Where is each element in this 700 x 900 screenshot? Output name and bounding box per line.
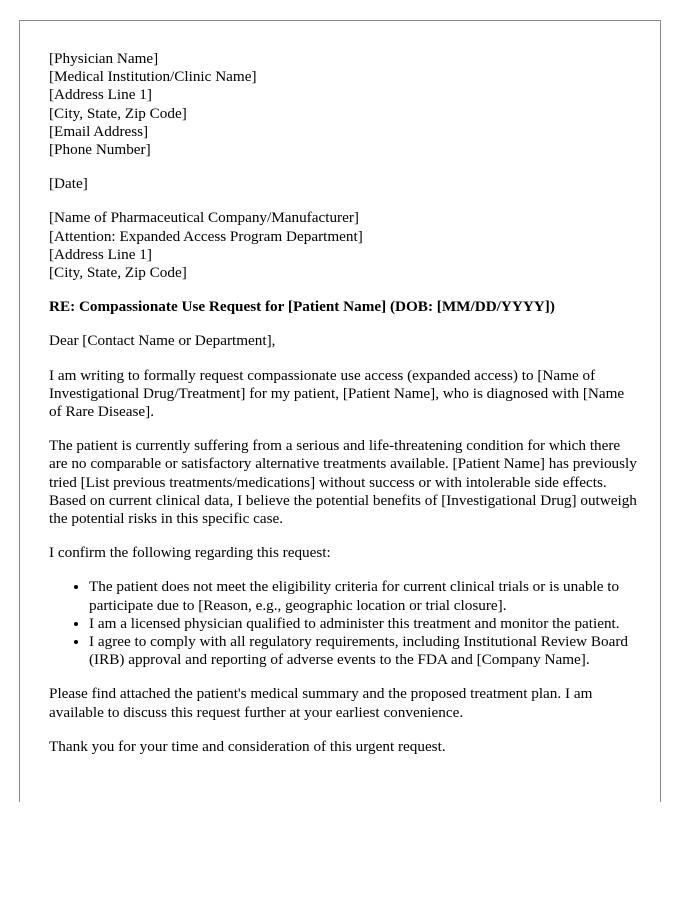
sender-city-state-zip: [City, State, Zip Code] — [49, 104, 187, 122]
paragraph-thanks: Thank you for your time and consideration of this urgent request. — [49, 737, 446, 755]
sender-address-line-1: [Address Line 1] — [49, 86, 152, 104]
subject-line: RE: Compassionate Use Request for [Patient Name] (DOB: [MM/DD/YYYY]) — [49, 298, 555, 316]
spacer — [49, 282, 639, 298]
letter-content — [49, 50, 639, 772]
paragraph-intro: I am writing to formally request compassionate use access (expanded access) to [Name of Investigational Drug/Treatment] for my patient, [Patient Name], who is diagnosed with [Name of Rare Disease]. — [49, 366, 625, 421]
confirmation-item: • The patient does not meet the eligibility criteria for current clinical trials or is unable to participate due to [Reason, e.g., geographic location or trial closure]. — [89, 578, 639, 614]
date-block — [49, 175, 639, 193]
paragraph-condition: The patient is currently suffering from a serious and life-threatening condition for which there are no comparable or satisfactory alternative treatments available. [Patient Name] has previously tried [List previous treatments/medications] without success or with intolerable side effects. Based on current clinical data, I believe the potential benefits of [Investigational Drug] outweigh the potential risks in this specific case. — [49, 437, 637, 528]
sender-email: [Email Address] — [49, 122, 149, 140]
confirmation-item: • I am a licensed physician qualified to administer this treatment and monitor the patient. — [89, 615, 639, 633]
sender-physician-name: [Physician Name] — [49, 50, 159, 67]
recipient-block — [49, 209, 639, 282]
recipient-attention: [Attention: Expanded Access Program Department] — [49, 227, 363, 245]
sender-phone: [Phone Number] — [49, 141, 151, 159]
salutation: Dear [Contact Name or Department], — [49, 332, 276, 350]
letter-page — [19, 20, 661, 802]
spacer — [49, 193, 639, 209]
paragraph-closing-info: Please find attached the patient's medical summary and the proposed treatment plan. I am available to discuss this request further at your earliest convenience. — [49, 685, 593, 721]
paragraph-confirm-intro: I confirm the following regarding this request: — [49, 544, 331, 562]
confirmation-list — [49, 578, 639, 669]
recipient-address-line-1: [Address Line 1] — [49, 245, 152, 263]
sender-institution: [Medical Institution/Clinic Name] — [49, 68, 257, 86]
sender-block — [49, 50, 639, 159]
spacer — [49, 159, 639, 175]
confirmation-item: • I agree to comply with all regulatory requirements, including Institutional Review Board (IRB) approval and reporting of adverse events to the FDA and [Company Name]. — [89, 633, 639, 669]
letter-date: [Date] — [49, 175, 88, 193]
recipient-city-state-zip: [City, State, Zip Code] — [49, 264, 187, 282]
recipient-company: [Name of Pharmaceutical Company/Manufacturer] — [49, 209, 359, 227]
